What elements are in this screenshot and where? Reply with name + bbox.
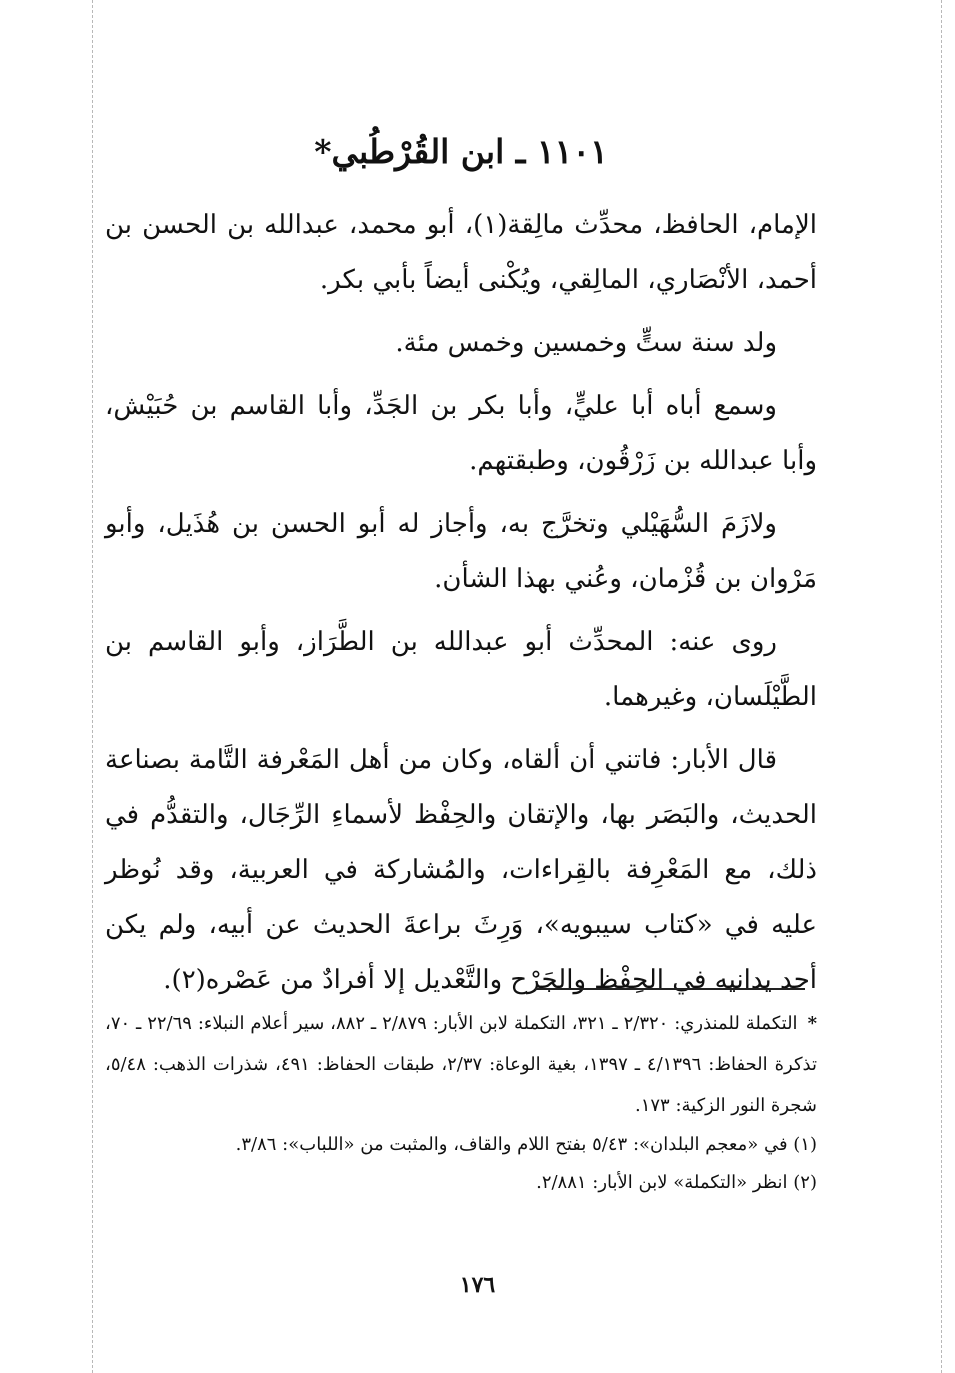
right-margin-guide: [941, 0, 942, 1373]
left-margin-guide: [92, 0, 93, 1373]
page-body: [105, 120, 817, 1016]
source-note-marker: *: [807, 1013, 817, 1034]
footnote-2: (٢) انظر «التكملة» لابن الأبار: ٢/٨٨١.: [536, 1172, 817, 1193]
source-note: [105, 1003, 817, 1126]
footnote-separator: [535, 988, 805, 990]
source-note-text: التكملة للمنذري: ٢/٣٢٠ ـ ٣٢١، التكملة لابن الأبار: ٢/٨٧٩ ـ ٨٨٢، سير أعلام النبلاء: ٢٢/٦٩ ـ ٧٠، تذكرة الحفاظ: ٤/١٣٩٦ ـ ١٣٩٧، بغية الوعاة: ٢/٣٧، طبقات الحفاظ: ٤٩١، شذرات الذهب: ٥/٤٨، شجرة النور الزكية: ١٧٣.: [105, 1013, 817, 1116]
paragraph-students: روى عنه: المحدِّث أبو عبدالله بن الطَّرَاز، وأبو القاسم بن الطَّيْلَسان، وغيرهما.: [105, 627, 817, 712]
paragraph-abbar-quote: قال الأبار: فاتني أن ألقاه، وكان من أهل المَعْرفة التَّامة بصناعة الحديث، والبَصَر بها، والإتقان والحِفْظ لأسماءِ الرِّجَال، والتقدُّم في ذلك، مع المَعْرِفة بالقِراءات، والمُشاركة في العربية، وقد نُوظر عليه في «كتاب سيبويه»، وَرِثَ براعةَ الحديث عن أبيه، ولم يكن أحد يدانيه في الحِفْظ والجَرْح والتَّعْديل إلا أفرادٌ من عَصْره(٢).: [105, 745, 817, 995]
paragraph-companionship: ولازَمَ السُّهَيْلي وتخرَّج به، وأجاز له أبو الحسن بن هُذَيل، وأبو مَرْوان بن قُزْمان، وعُني بهذا الشأن.: [105, 509, 817, 594]
paragraph-teachers: وسمع أباه أبا عليٍّ، وأبا بكر بن الجَدِّ، وأبا القاسم بن حُبَيْش، وأبا عبدالله بن زَرْقُون، وطبقتهم.: [105, 391, 817, 476]
entry-title: ١١٠١ ـ ابن القُرْطُبي*: [314, 132, 608, 171]
paragraph-birth: ولد سنة ستٍّ وخمسين وخمس مئة.: [395, 328, 777, 358]
footnote-1: (١) في «معجم البلدان»: ٥/٤٣ بفتح اللام والقاف، والمثبت من «اللباب»: ٣/٨٦.: [235, 1134, 817, 1155]
page-number: ١٧٦: [459, 1272, 496, 1298]
paragraph-intro: الإمام، الحافظ، محدِّث مالِقة(١)، أبو محمد، عبدالله بن الحسن بن أحمد، الأنْصَاري، المالِقي، ويُكْنى أيضاً بأبي بكر.: [105, 210, 818, 295]
footnotes-section: [105, 1003, 817, 1202]
